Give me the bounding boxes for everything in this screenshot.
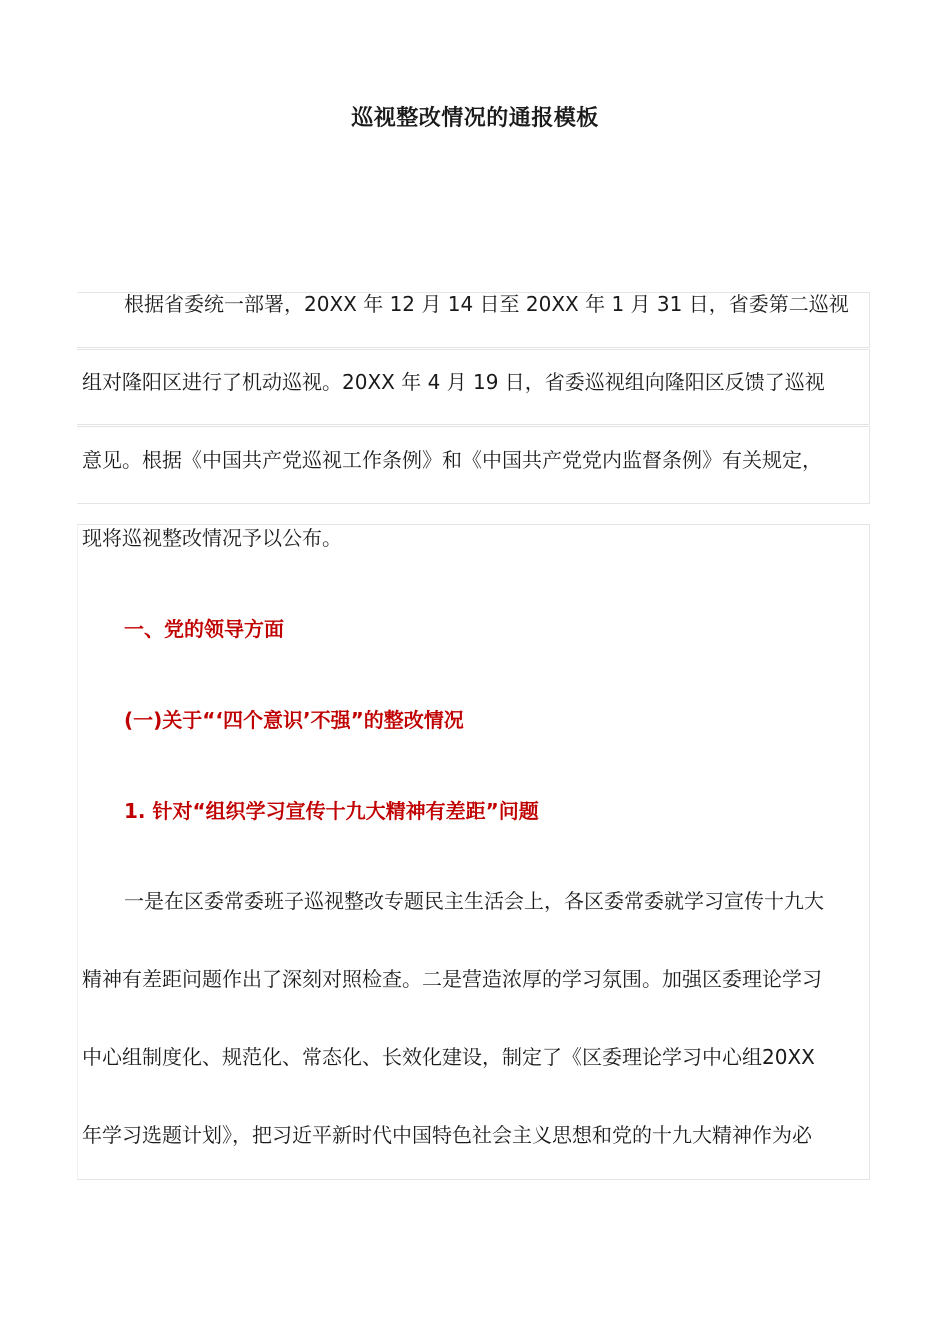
section-heading: 一、党的领导方面 [124, 617, 284, 641]
document-title: 巡视整改情况的通报模板 [351, 106, 599, 131]
intro-line: 组对隆阳区进行了机动巡视。20XX 年 4 月 19 日，省委巡视组向隆阳区反馈了巡视 [82, 370, 825, 394]
intro-line: 根据省委统一部署，20XX 年 12 月 14 日至 20XX 年 1 月 31 日，省委第二巡视 [124, 292, 849, 316]
item-heading: 1. 针对“组织学习宣传十九大精神有差距”问题 [124, 799, 539, 823]
body-line: 年学习选题计划》，把习近平新时代中国特色社会主义思想和党的十九大精神作为必 [82, 1123, 812, 1147]
intro-line: 现将巡视整改情况予以公布。 [82, 526, 342, 550]
body-line: 一是在区委常委班子巡视整改专题民主生活会上，各区委常委就学习宣传十九大 [124, 889, 824, 913]
subsection-heading: (一)关于“‘四个意识’不强”的整改情况 [124, 708, 464, 732]
body-line: 精神有差距问题作出了深刻对照检查。二是营造浓厚的学习氛围。加强区委理论学习 [82, 967, 822, 991]
intro-line: 意见。根据《中国共产党巡视工作条例》和《中国共产党党内监督条例》有关规定， [82, 448, 822, 472]
body-line: 中心组制度化、规范化、常态化、长效化建设，制定了《区委理论学习中心组20XX [82, 1045, 815, 1069]
